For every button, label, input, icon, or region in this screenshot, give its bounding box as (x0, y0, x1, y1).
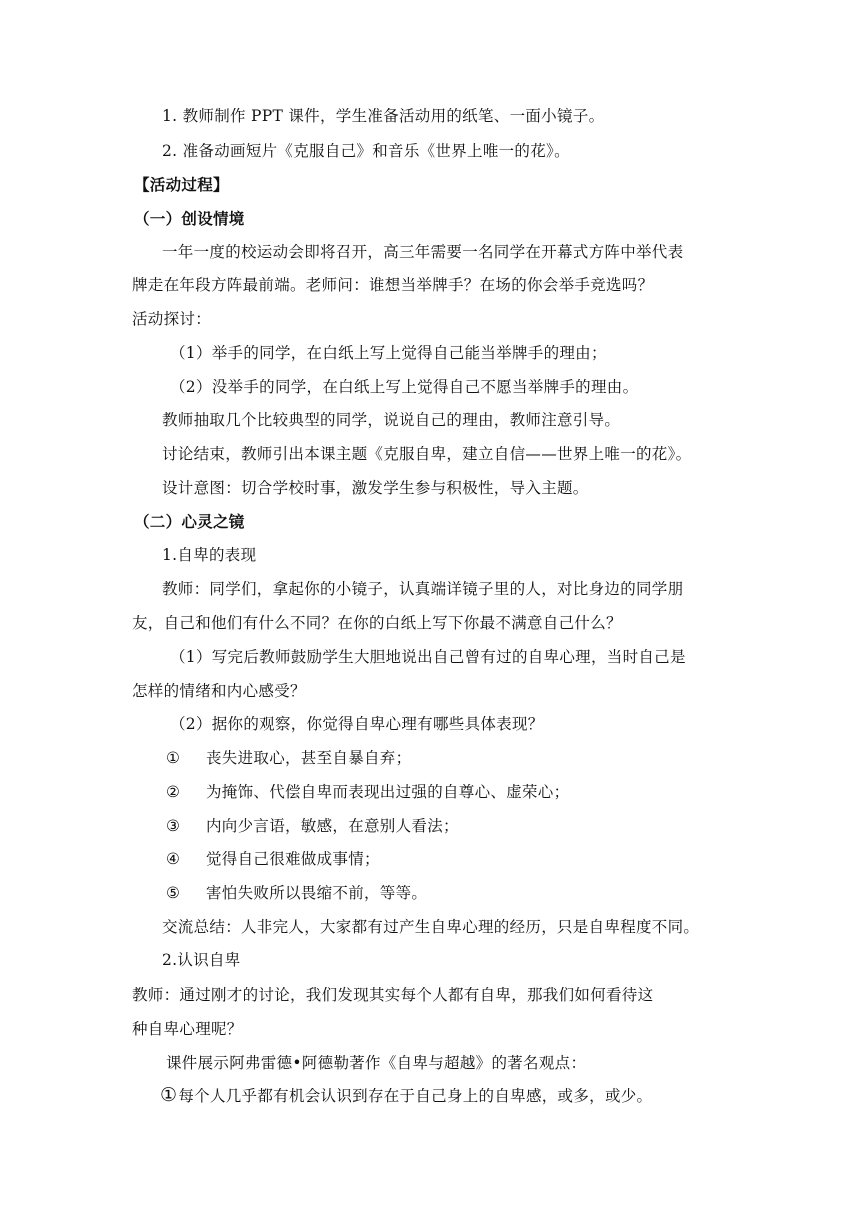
explore-label: 活动探讨： (132, 310, 212, 328)
sign-item (166, 849, 380, 869)
intro-line-2: 牌走在年段方阵最前端。老师问：谁想当举牌手？在场的你会举手竞选吗？ (132, 276, 654, 294)
sign-number: ④ (166, 850, 181, 868)
subsection-1-title: 1.自卑的表现 (162, 546, 257, 564)
sign-item (166, 816, 459, 836)
exchange-summary: 交流总结：人非完人，大家都有过产生自卑心理的经历，只是自卑程度不同。 (162, 918, 700, 936)
sign-number: ② (166, 783, 181, 801)
intro-line-1: 一年一度的校运动会即将召开，高三年需要一名同学在开幕式方阵中举代表 (162, 243, 684, 261)
preparation-item-1: 1. 教师制作 PPT 课件，学生准备活动用的纸笔、一面小镜子。 (162, 107, 605, 125)
preparation-item-2: 2. 准备动画短片《克服自己》和音乐《世界上唯一的花》。 (162, 142, 570, 160)
question-1-line-1: （1）写完后教师鼓励学生大胆地说出自己曾有过的自卑心理，当时自己是 (170, 648, 686, 666)
sign-item (166, 782, 569, 802)
teacher-2-line-1: 教师：通过刚才的讨论，我们发现其实每个人都有自卑，那我们如何看待这 (132, 986, 654, 1004)
sign-number: ① (166, 749, 181, 767)
subsection-2-title: 2.认识自卑 (162, 951, 241, 969)
sign-item (166, 883, 427, 903)
design-intent: 设计意图：切合学校时事，激发学生参与积极性，导入主题。 (162, 479, 589, 497)
section-2-heading: （二）心灵之镜 (134, 512, 245, 531)
sign-text: 丧失进取心，甚至自暴自弃； (206, 749, 412, 767)
explore-item-1: （1）举手的同学，在白纸上写上觉得自己能当举牌手的理由； (170, 344, 607, 362)
teacher-2-line-2: 种自卑心理呢？ (132, 1020, 243, 1038)
sign-text: 为掩饰、代偿自卑而表现出过强的自尊心、虚荣心； (206, 783, 570, 801)
viewpoint-item-1 (160, 1085, 652, 1106)
sign-text: 内向少言语，敏感，在意别人看法； (206, 817, 459, 835)
sign-number: ⑤ (166, 884, 181, 902)
teacher-note-1: 教师抽取几个比较典型的同学，说说自己的理由，教师注意引导。 (162, 411, 621, 429)
question-2: （2）据你的观察，你觉得自卑心理有哪些具体表现？ (170, 715, 544, 733)
sign-number: ③ (166, 817, 181, 835)
sign-text: 害怕失败所以畏缩不前，等等。 (206, 884, 428, 902)
explore-item-2: （2）没举手的同学，在白纸上写上觉得自己不愿当举牌手的理由。 (170, 378, 639, 396)
question-1-line-2: 怎样的情绪和内心感受？ (132, 682, 306, 700)
teacher-line-2: 友，自己和他们有什么不同？在你的白纸上写下你最不满意自己什么？ (132, 614, 622, 632)
viewpoint-text: 每个人几乎都有机会认识到存在于自己身上的自卑感，或多，或少。 (178, 1087, 653, 1105)
section-1-heading: （一）创设情境 (134, 209, 245, 228)
courseware-quote-intro: 课件展示阿弗雷德•阿德勒著作《自卑与超越》的著名观点： (166, 1054, 587, 1072)
teacher-line-1: 教师：同学们，拿起你的小镜子，认真端详镜子里的人，对比身边的同学朋 (162, 580, 684, 598)
viewpoint-number: ① (160, 1084, 178, 1106)
sign-text: 觉得自己很难做成事情； (206, 850, 380, 868)
sign-item (166, 748, 411, 768)
teacher-note-2: 讨论结束，教师引出本课主题《克服自卑，建立自信——世界上唯一的花》。 (162, 445, 692, 463)
process-heading: 【活动过程】 (134, 175, 229, 194)
